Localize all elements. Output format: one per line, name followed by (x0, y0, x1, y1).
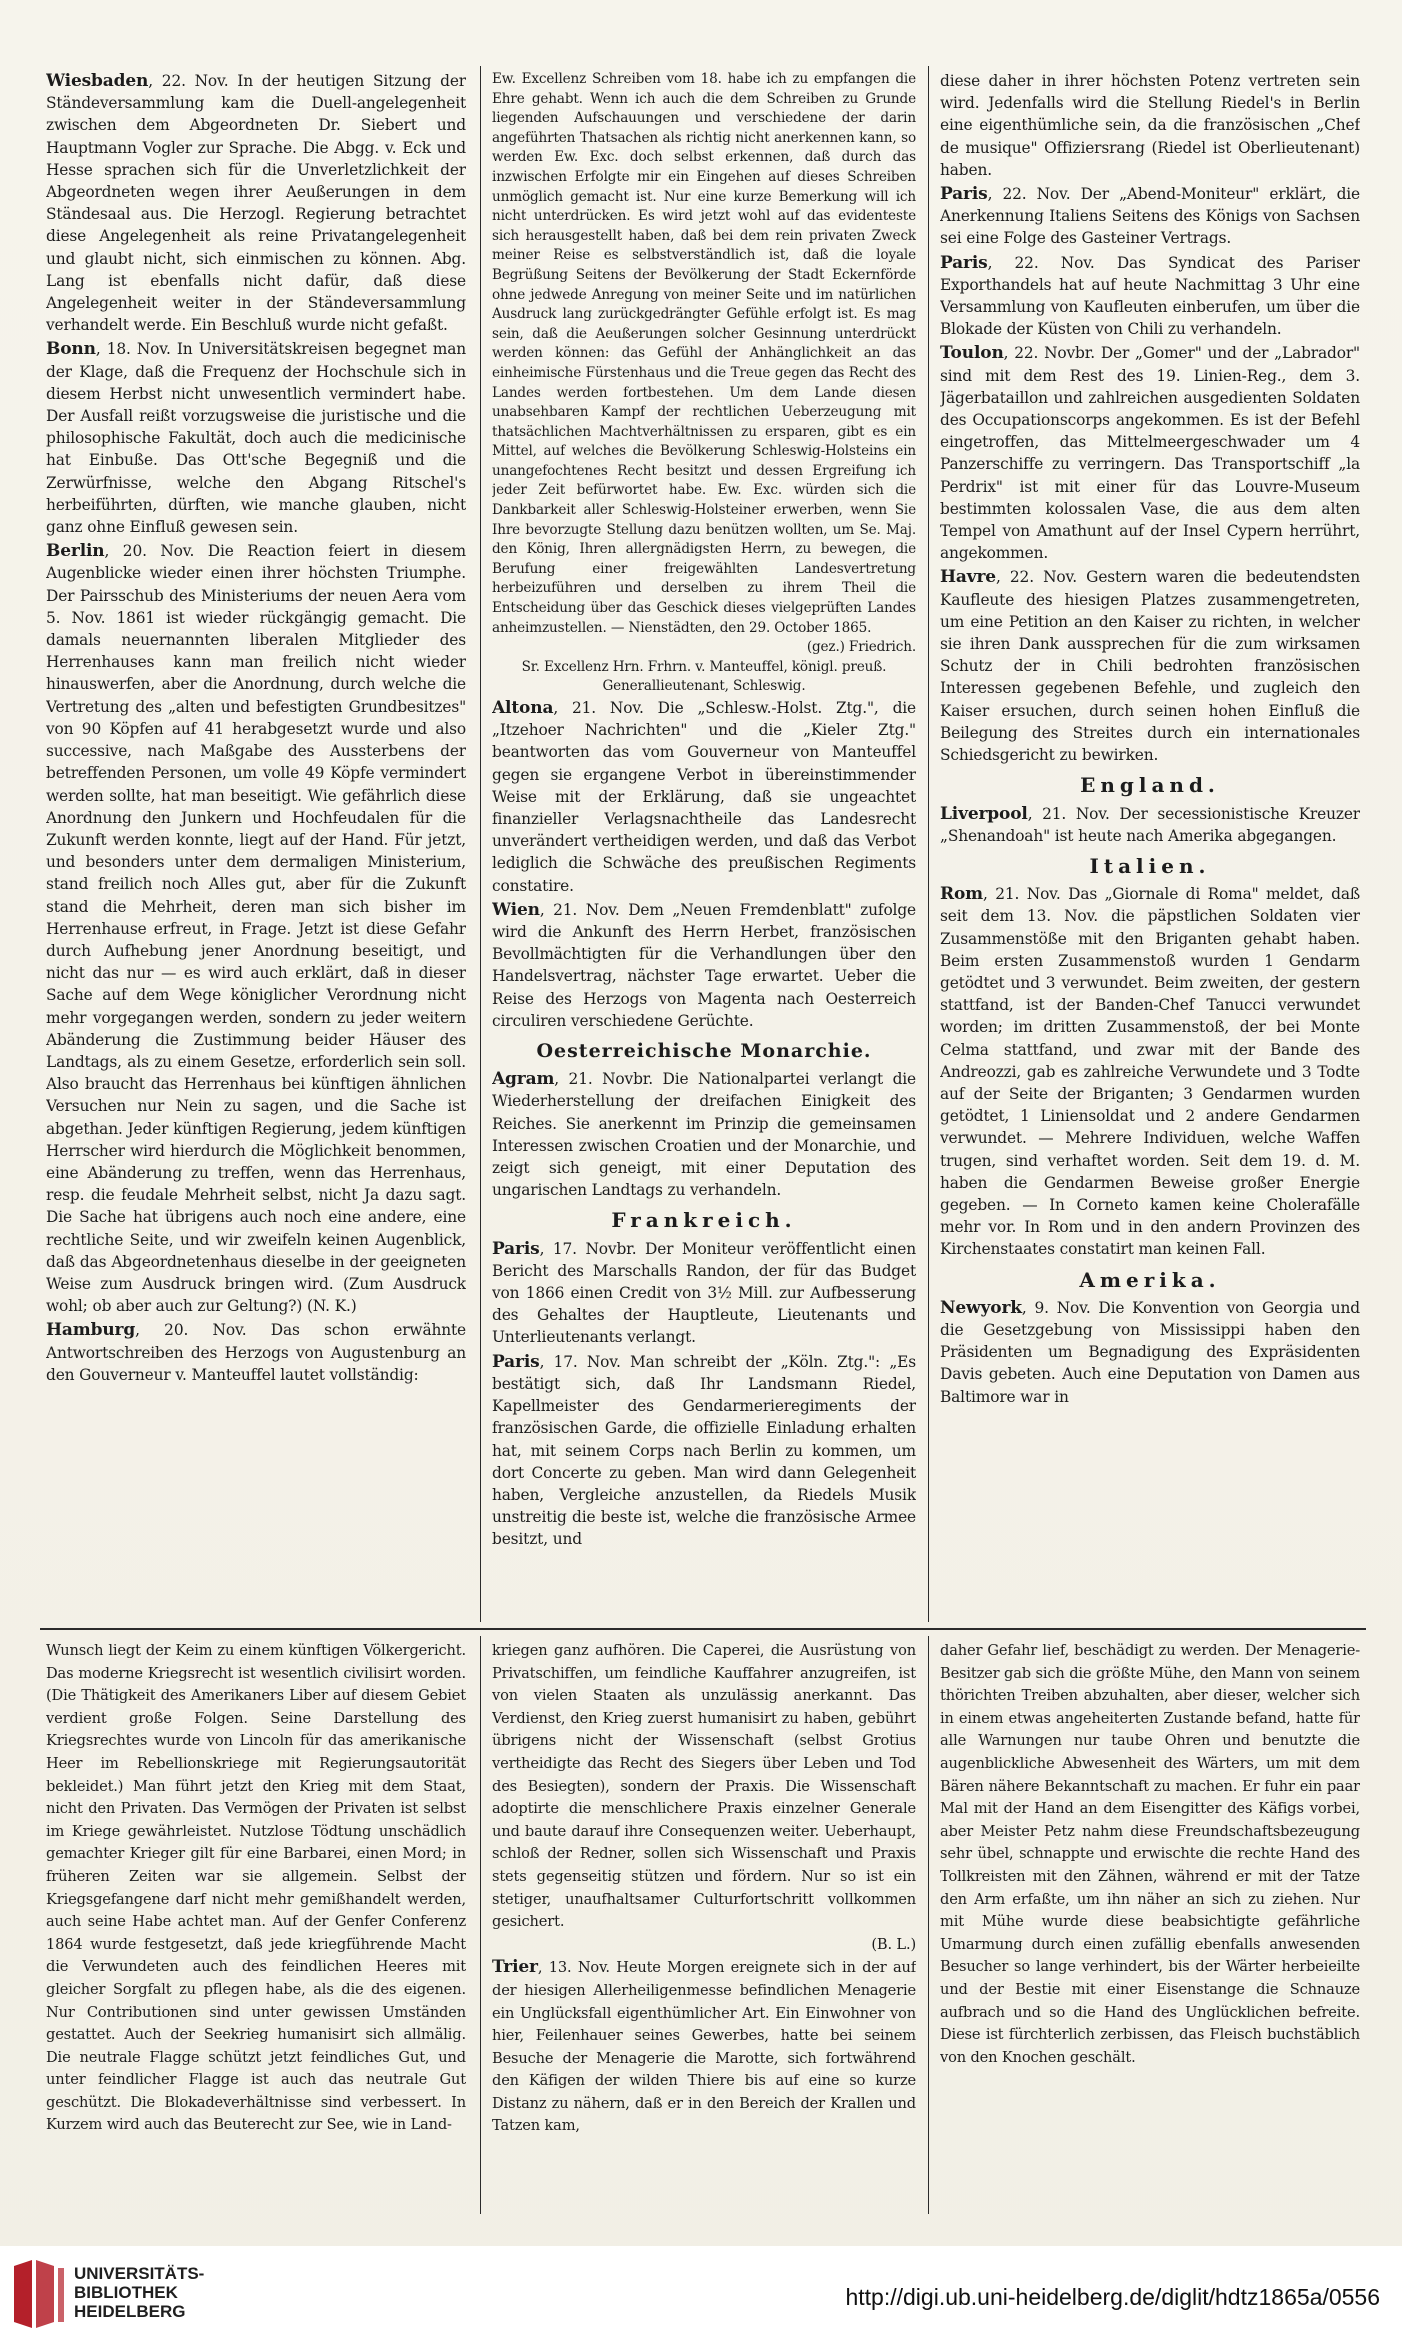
library-logo-icon (10, 2258, 68, 2332)
article-text: , 21. Nov. Die „Schlesw.-Holst. Ztg.", die „Itzehoer Nachrichten" und die „Kieler Ztg." beantworten das vom Gouverneur von Manteuffel gegen sie ergangene Verbot in übereinstimmender Weise mit der Erklärung, daß sie ungeachtet finanzieller Verlagsnachtheile das Landesrecht unverändert vertheidigen werden, und daß das Verbot lediglich die Schwäche des preußischen Regiments constatire. (492, 699, 916, 895)
dateline: Newyork (940, 1297, 1022, 1318)
dateline: Paris (492, 1351, 540, 1372)
feuilleton-text: daher Gefahr lief, beschädigt zu werden. Der Menagerie-Besitzer gab sich die größte Mühe, den Mann von seinem thörichten Treiben abzuhalten, aber dieser, welcher sich in einem etwas angeheiterten Zustande befand, hatte für alle Warnungen nur taube Ohren und benutzte die augenblickliche Abwesenheit des Wärters, um mit dem Bären nähere Bekanntschaft zu machen. Er fuhr ein paar Mal mit der Hand an dem Eisengitter des Käfigs vorbei, aber Meister Petz nahm diese Freundschaftsbezeugung sehr übel, schnappte und erwischte die rechte Hand des Tollkreisten mit den Zähnen, während er mit der Tatze den Arm erfaßte, um ihn näher an sich zu ziehen. Nur mit Mühe wurde diese beabsichtigte gefährliche Umarmung durch einen zufällig ebenfalls anwesenden Besucher so lange verhindert, bis der Wärter herbeieilte und der Bestie mit einer Eisenstange die Schnauze aufbrach und so die Hand des Unglücklichen befreite. Diese ist fürchterlich zerbissen, das Fleisch buchstäblich von den Knochen geschält. (940, 1642, 1360, 2066)
feuilleton-text: Wunsch liegt der Keim zu einem künftigen Völkergericht. Das moderne Kriegsrecht ist wesentlich civilisirt worden. (Die Thätigkeit des Amerikaners Liber auf diesem Gebiet verdient große Folgen. Seine Darstellung des Kriegsrechtes wurde von Lincoln für das amerikanische Heer im Rebellionskriege mit Regierungsautorität bekleidet.) Man führt jetzt den Krieg mit dem Staat, nicht den Privaten. Das Vermögen der Privaten ist selbst im Kriege gewährleistet. Nutzlose Tödtung unschädlich gemachter Krieger gilt für eine Barbarei, einen Mord; in früheren Zeiten war sie allgemein. Selbst der Kriegsgefangene darf nicht mehr gemißhandelt werden, auch seine Habe achtet man. Auf der Genfer Conferenz 1864 wurde festgesetzt, daß jede kriegführende Macht die Verwundeten auch des feindlichen Heeres mit gleicher Sorgfalt zu pflegen habe, als die des eigenen. Nur Contributionen sind unter gewissen Umständen gestattet. Auch der Seekrieg humanisirt sich allmälig. Die neutrale Flagge schützt jetzt feindliches Gut, und unter feindlicher Flagge ist auch das neutrale Gut geschützt. Die Blokadeverhältnisse sind verbessert. In Kurzem wird auch das Beuterecht zur See, wie in Land- (46, 1642, 466, 2134)
dateline: Paris (492, 1238, 540, 1259)
article-text: , 17. Novbr. Der Moniteur veröffentlicht einen Bericht des Marschalls Randon, der für das Budget von 1866 einen Credit von 3½ Mill. zur Aufbesserung des Gehaltes der Hauptleute, Lieutenants und Unterlieutenants verlangt. (492, 1239, 916, 1347)
dateline: Bonn (46, 339, 96, 360)
article-paris-4 (940, 252, 1360, 341)
article-text: , 22. Nov. Der „Abend-Moniteur" erklärt, die Anerkennung Italiens Seitens des Königs von Sachsen sei eine Folge des Gasteiner Vertrags. (940, 185, 1360, 248)
logo-line: UNIVERSITÄTS- (74, 2264, 205, 2283)
dateline: Berlin (46, 541, 105, 562)
letter-text: Ew. Excellenz Schreiben vom 18. habe ich zu empfangen die Ehre gehabt. Wenn ich auch die dem Schreiben zu Grunde liegenden Aufschauungen und verschiedene der darin angeführten Thatsachen als richtig nicht anerkennen kann, so werden Ew. Exc. doch selbst erkennen, daß durch das inzwischen Erfolgte mir ein Eingehen auf dieses Schreiben unmöglich gemacht ist. Nur eine kurze Bemerkung will ich nicht unterdrücken. Es wird jetzt wohl auf das evidenteste sich herausgestellt haben, daß bei dem rein privaten Zweck meiner Reise es selbstverständlich ist, daß die loyale Begrüßung Seitens der Bevölkerung der Stadt Eckernförde ohne jedwede Anregung von meiner Seite und im natürlichen Ausdruck lang zurückgedrängter Gefühle erfolgt ist. Es mag sein, daß die Aeußerungen solcher Gesinnung unterdrückt werden können: das Gefühl der Anhänglichkeit an das einheimische Fürstenhaus und die Treue gegen das Recht des Landes werden fortbestehen. Um dem Lande diesen unabsehbaren Kampf der rechtlichen Ueberzeugung mit thatsächlichen Machtverhältnissen zu ersparen, gibt es ein Mittel, auf welches die Bevölkerung Schleswig-Holsteins ein unangefochtenes Recht besitzt und dessen Ergreifung ich jeder Zeit befürwortet habe. Ew. Exc. würden sich die Dankbarkeit aller Schleswig-Holsteiner erwerben, wenn Sie Ihre bevorzugte Stellung dazu benützen wollten, um Se. Maj. den König, Ihren allergnädigsten Herrn, zu bewegen, die Berufung einer freigewählten Landesvertretung herbeizuführen und derselben zu ihrem Theil die Entscheidung über das Geschick dieses vielgeprüften Landes anheimzustellen. — Nienstädten, den 29. October 1865. (492, 71, 916, 636)
column-2 (492, 70, 916, 1622)
section-heading-france: Frankreich. (611, 1208, 797, 1233)
logo-line: BIBLIOTHEK (74, 2283, 178, 2302)
article-agram (492, 1068, 916, 1201)
article-text: , 22. Nov. Das Syndicat des Pariser Exporthandels hat auf heute Nachmittag 3 Uhr eine Versammlung von Kaufleuten einberufen, um über die Blokade der Küsten von Chili zu verhandeln. (940, 253, 1360, 339)
dateline: Altona (492, 698, 554, 718)
logo-line: HEIDELBERG (74, 2302, 186, 2321)
article-text: , 13. Nov. Heute Morgen ereignete sich in der auf der hiesigen Allerheiligenmesse befindlichen Menagerie ein Unglücksfall eigenthümlicher Art. Ein Einwohner von hier, Feilenhauer seines Gewerbes, hatte bei seinem Besuche der Menagerie die Marotte, sich fortwährend den Käfigen der wilden Thiere bis auf eine so kurze Distanz zu nähern, daß er in den Bereich der Krallen und Tatzen kam, (492, 1959, 916, 2135)
article-bonn (46, 338, 466, 538)
source-signature: (N. K.) (306, 1297, 357, 1316)
dateline: Agram (492, 1069, 555, 1090)
column-3 (940, 70, 1360, 1622)
article-toulon (940, 342, 1360, 564)
dateline: Wien (492, 899, 540, 920)
dateline: Liverpool (940, 803, 1028, 824)
dateline: Paris (940, 184, 988, 205)
section-heading-england: England. (1080, 773, 1220, 798)
article-text: , 22. Nov. Gestern waren die bedeutendsten Kaufleute des hiesigen Platzes zusammengetreten, um eine Petition an den Kaiser zu richten, in welcher sie ihren Dank aussprechen für die zum wirksamen Schutz der in Chili bedrohten französischen Interessen gegebenen Befehle, und zugleich den Kaiser ersuchen, durch seinen hohen Einfluß die Beilegung des Streites durch ein internationales Schiedsgericht zu bewirken. (940, 568, 1360, 765)
article-havre (940, 566, 1360, 766)
article-berlin (46, 540, 466, 1317)
dateline: Hamburg (46, 1320, 136, 1341)
article-wiesbaden (46, 70, 466, 336)
article-newyork (940, 1297, 1360, 1408)
article-text: , 21. Nov. Das „Giornale di Roma" meldet, daß seit dem 13. Nov. die päpstlichen Soldaten vier Zusammenstöße mit den Briganten gehabt haben. Beim ersten Zusammenstoß wurden 1 Gendarm getödtet und 3 verwundet. Beim zweiten, der gestern stattfand, ist der Banden-Chef Tanucci verwundet worden; im dritten Zusammenstoß, der bei Monte Celma stattfand, und zwar mit der Bande des Andreozzi, gab es zahlreiche Verwundete und 3 Todte auf der Seite der Briganten; 3 Gendarmen wurden getödtet, 1 Liniensoldat und 2 andere Gendarmen verwundet. — Mehrere Individuen, welche Waffen trugen, sind verhaftet worden. Seit dem 19. d. M. haben die Gendarmen Beweise großer Energie gegeben. — In Corneto kamen keine Cholerafälle mehr vor. In Rom und in den andern Provinzen des Kirchenstaates constatirt man keinen Fall. (940, 885, 1360, 1259)
article-text: , 17. Nov. Man schreibt der „Köln. Ztg.": „Es bestätigt sich, daß Ihr Landsmann Riedel, Kapellmeister des Gendarmerieregiments der französischen Garde, die offizielle Einladung erhalten hat, mit seinem Corps nach Berlin zu kommen, um dort Concerte zu geben. Man wird dann Gelegenheit haben, Vergleiche anzustellen, da Riedels Musik unstreitig die beste ist, welche die französische Armee besitzt, und (492, 1352, 916, 1549)
feuilleton-text: kriegen ganz aufhören. Die Caperei, die Ausrüstung von Privatschiffen, um feindliche Kauffahrer anzugreifen, ist von vielen Staaten als unzulässig anerkannt. Das Verdienst, den Krieg zuerst humanisirt zu haben, gebührt übrigens nicht der Wissenschaft (selbst Grotius vertheidigte das Recht des Siegers über Leben und Tod des Besiegten), sondern der Praxis. Die Wissenschaft adoptirte die menschlichere Praxis einzelner Generale und baute darauf ihre Consequenzen weiter. Ueberhaupt, schloß der Redner, sollen sich Wissenschaft und Praxis stets gegenseitig stützen und fördern. Nur so ist ein stetiger, unaufhaltsamer Culturfortschritt vollkommen gesichert. (492, 1642, 916, 1931)
article-paris-3 (940, 183, 1360, 250)
letter-block (492, 70, 916, 697)
column-divider (928, 66, 929, 1622)
feuilleton-column-1 (46, 1640, 466, 2210)
feuilleton-rule (40, 1628, 1366, 1630)
dateline: Trier (492, 1957, 538, 1978)
article-text: diese daher in ihrer höchsten Potenz vertreten sein wird. Jedenfalls wird die Stellung Riedel's in Berlin eine eigenthümliche sein, da die französischen „Chef de musique" Offiziersrang (Riedel ist Oberlieutenant) haben. (940, 72, 1360, 179)
section-heading-italy: Italien. (1089, 853, 1211, 878)
dateline: Wiesbaden (46, 71, 149, 91)
dateline: Toulon (940, 343, 1004, 364)
article-text: , 21. Nov. Dem „Neuen Fremdenblatt" zufolge wird die Ankunft des Herrn Herbet, französischen Bevollmächtigten für die Verhandlungen über den Handelsvertrag, nächster Tage erwartet. Ueber die Reise des Herzogs von Magenta nach Oesterreich circuliren verschiedene Gerüchte. (492, 900, 916, 1030)
article-text: , 21. Novbr. Die Nationalpartei verlangt die Wiederherstellung der dreifachen Einigkeit des Reiches. Sie anerkennt im Prinzip die gemeinsamen Interessen zwischen Croatien und der Monarchie, und zeigt sich geneigt, mit einer Deputation des ungarischen Landtags zu verhandeln. (492, 1070, 916, 1200)
article-rom (940, 883, 1360, 1260)
article-paris-2 (492, 1351, 916, 1551)
article-paris-cont (940, 70, 1360, 181)
dateline: Havre (940, 567, 996, 588)
column-divider (480, 66, 481, 1622)
article-text: , 18. Nov. In Universitätskreisen begegnet man der Klage, daß die Frequenz der Hochschule sich in diesem Herbst nicht unwesentlich vermindert habe. Der Ausfall reißt vorzugsweise die juristische und die philosophische Fakultät, doch auch die medicinische hat Einbuße. Das Ott'sche Begegniß und die Zerwürfnisse, welche den Abgang Ritschel's herbeiführten, dürften, wie manche glauben, nicht ganz ohne Einfluß gewesen sein. (46, 340, 466, 537)
column-divider (928, 1636, 929, 2214)
article-altona (492, 697, 916, 897)
article-text: , 20. Nov. Das schon erwähnte Antwortschreiben des Herzogs von Augustenburg an den Gouverneur v. Manteuffel lautet vollständig: (46, 1321, 466, 1384)
feuilleton-column-2 (492, 1640, 916, 2210)
article-paris-1 (492, 1238, 916, 1349)
section-heading-austria: Oesterreichische Monarchie. (536, 1040, 872, 1063)
library-name (74, 2264, 204, 2321)
dateline: Paris (940, 252, 988, 273)
dateline: Rom (940, 884, 984, 905)
article-liverpool (940, 803, 1360, 847)
article-trier (492, 1956, 916, 2138)
feuilleton-column-3 (940, 1640, 1360, 2210)
letter-signature: (gez.) Friedrich. (806, 639, 916, 656)
article-text: , 22. Novbr. Der „Gomer" und der „Labrador" sind mit dem Rest des 19. Linien-Reg., dem 3. Jägerbataillon und zahlreichen ausgedienten Soldaten des Occupationscorps angekommen. Es ist der Befehl eingetroffen, das Mittelmeergeschwader um 4 Panzerschiffe zu verringern. Das Transportschiff „la Perdrix" ist mit einer für das Louvre-Museum bestimmten kolossalen Vase, die aus dem alten Tempel von Amathunt auf der Insel Cypern herrührt, angekommen. (940, 344, 1360, 563)
article-text: , 20. Nov. Die Reaction feiert in diesem Augenblicke wieder einen ihrer höchsten Triumphe. Der Pairsschub des Ministeriums der neuen Aera vom 5. Nov. 1861 ist wieder rückgängig gemacht. Die damals neuernannten liberalen Mitglieder des Herrenhauses kann man freilich nicht wieder hinauswerfen, aber die Anordnung, durch welche die Vertretung des „alten und befestigten Grundbesitzes" von 90 Köpfen auf 41 herabgesetzt wurde und also successive, nach Maßgabe des Aussterbens der betreffenden Personen, um volle 49 Köpfe vermindert werden sollte, hat man beseitigt. Wie gefährlich diese Anordnung den Junkern und Hochfeudalen für die Zukunft werden konnte, liegt auf der Hand. Für jetzt, und besonders unter dem dermaligen Ministerium, stand freilich noch Alles gut, aber für die Zukunft stand die Mehrheit, deren man sich bisher im Herrenhause erfreut, in Frage. Jetzt ist diese Gefahr durch Aufhebung jener Anordnung beseitigt, und nicht das nur — es wird auch erklärt, daß in dieser Sache auf dem Wege königlicher Verordnung nicht mehr vorgegangen werden, sondern zu jeder weitern Abänderung die Zustimmung beider Häuser des Landtags, als zu einem Gesetze, erforderlich sein soll. Also braucht das Herrenhaus bei künftigen ähnlichen Versuchen nur Nein zu sagen, und die Sache ist abgethan. Jeder künftigen Regierung, jedem künftigen Herrscher wird hierdurch die Möglichkeit benommen, eine Abänderung zu treffen, wenn das Herrenhaus, resp. die feudale Mehrheit selbst, nicht Ja dazu sagt. Die Sache hat übrigens auch noch eine andere, eine rechtliche Seite, und wir zweifeln keinen Augenblick, daß das Abgeordnetenhaus dieselbe in der geeigneten Weise zum Ausdruck bringen wird. (Zum Ausdruck wohl; ob aber auch zur Geltung?) (46, 542, 466, 1316)
source-signature: (B. L.) (871, 1935, 916, 1953)
article-text: , 9. Nov. Die Konvention von Georgia und die Gesetzgebung von Mississippi haben den Präsidenten um Begnadigung des Expräsidenten Davis gebeten. Auch eine Deputation von Damen aus Baltimore war in (940, 1298, 1360, 1406)
column-1 (46, 70, 466, 1622)
article-text: , 21. Nov. Der secessionistische Kreuzer „Shenandoah" ist heute nach Amerika abgegangen. (940, 804, 1360, 845)
section-heading-america: Amerika. (1079, 1267, 1221, 1292)
article-hamburg (46, 1319, 466, 1386)
letter-address: Sr. Excellenz Hrn. Frhrn. v. Manteuffel, königl. preuß. Generallieutenant, Schleswig. (521, 658, 887, 695)
source-url[interactable]: http://digi.ub.uni-heidelberg.de/diglit/hdtz1865a/0556 (845, 2284, 1380, 2310)
column-divider (480, 1636, 481, 2214)
article-text: , 22. Nov. In der heutigen Sitzung der Ständeversammlung kam die Duell-angelegenheit zwischen dem Abgeordneten Dr. Siebert und Hauptmann Vogler zur Sprache. Die Abgg. v. Eck und Hesse sprachen sich für die Unverletzlichkeit der Abgeordneten wegen ihrer Aeußerungen in dem Ständesaal aus. Die Herzogl. Regierung betrachtet diese Angelegenheit als reine Privatangelegenheit und glaubt nicht, sich einmischen zu können. Abg. Lang ist ebenfalls nicht dafür, daß diese Angelegenheit weiter in der Ständeversammlung verhandelt werde. Ein Beschluß wurde nicht gefaßt. (46, 72, 466, 335)
article-wien (492, 899, 916, 1032)
